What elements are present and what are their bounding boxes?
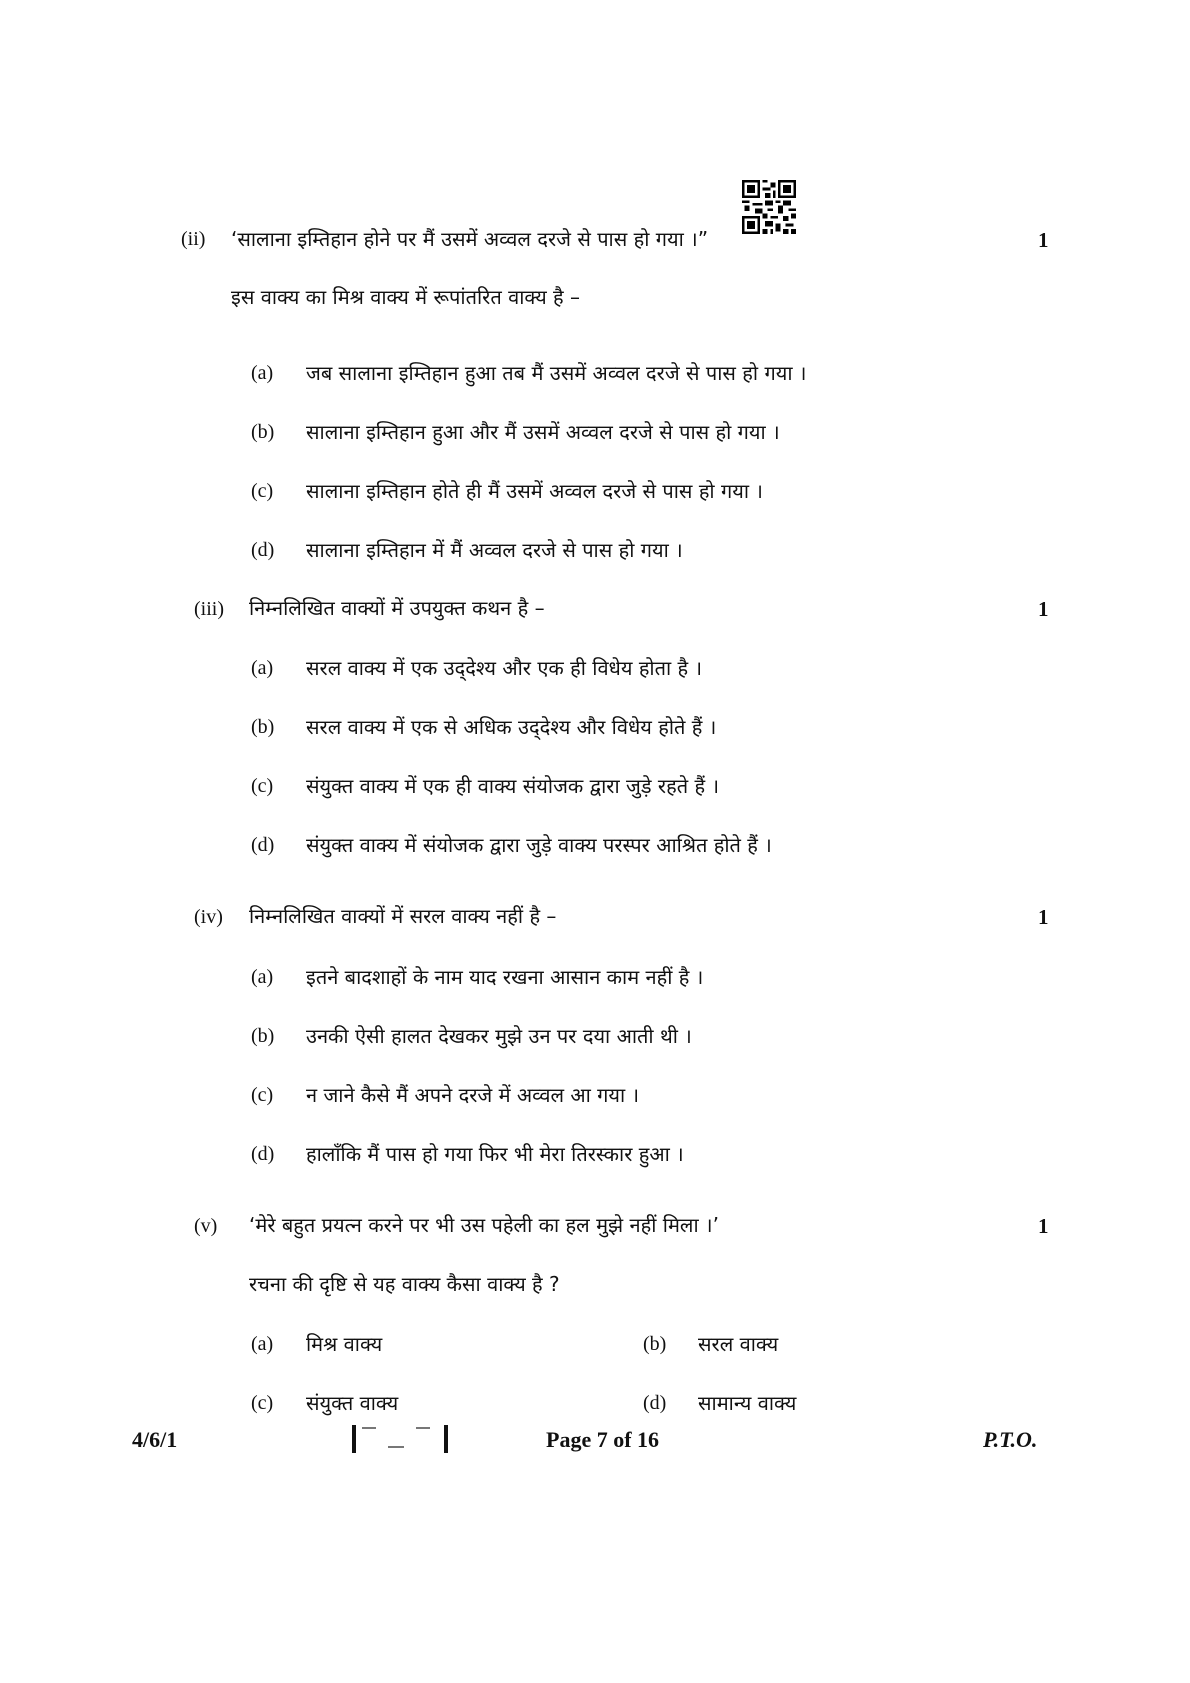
question-marks: 1 <box>1038 905 1049 929</box>
option-label: (d) <box>643 1392 667 1414</box>
option-label: (b) <box>251 421 275 443</box>
option-text: सरल वाक्य में एक उद्‌देश्य और एक ही विधेय होता है । <box>306 656 703 680</box>
question-marks: 1 <box>1038 228 1049 252</box>
question-number: (iii) <box>194 598 224 620</box>
question-number: (v) <box>194 1215 218 1237</box>
option-text: संयुक्त वाक्य <box>306 1391 399 1415</box>
option-text: हालाँकि मैं पास हो गया फिर भी मेरा तिरस्कार हुआ । <box>306 1142 684 1166</box>
option-text: सालाना इम्तिहान होते ही मैं उसमें अव्वल दरजे से पास हो गया । <box>306 479 763 503</box>
question-stem: निम्नलिखित वाक्यों में सरल वाक्य नहीं है – <box>249 904 557 928</box>
option-text: मिश्र वाक्य <box>306 1332 383 1356</box>
pto-label: P.T.O. <box>983 1427 1038 1452</box>
option-text: संयुक्त वाक्य में एक ही वाक्य संयोजक द्वारा जुड़े रहते हैं । <box>306 774 720 798</box>
option-label: (a) <box>251 966 274 988</box>
page-number: Page 7 of 16 <box>546 1427 660 1452</box>
option-text: सरल वाक्य में एक से अधिक उद्‌देश्य और विधेय होते हैं । <box>306 715 717 739</box>
option-text: सालाना इम्तिहान में मैं अव्वल दरजे से पास हो गया । <box>306 538 683 562</box>
option-label: (b) <box>643 1333 667 1355</box>
question-stem: ‘सालाना इम्तिहान होने पर मैं उसमें अव्वल दरजे से पास हो गया ।” <box>231 227 709 251</box>
option-label: (c) <box>251 480 274 502</box>
option-label: (a) <box>251 1333 274 1355</box>
option-label: (d) <box>251 539 275 561</box>
option-text: उनकी ऐसी हालत देखकर मुझे उन पर दया आती थी । <box>306 1024 692 1048</box>
option-label: (c) <box>251 775 274 797</box>
option-text: इतने बादशाहों के नाम याद रखना आसान काम नहीं है । <box>306 965 704 989</box>
option-text: सालाना इम्तिहान हुआ और मैं उसमें अव्वल दरजे से पास हो गया । <box>306 420 780 444</box>
question-sub-stem: रचना की दृष्टि से यह वाक्य कैसा वाक्य है ? <box>249 1272 560 1296</box>
option-label: (c) <box>251 1392 274 1414</box>
option-text: सरल वाक्य <box>698 1332 779 1356</box>
option-label: (d) <box>251 1143 275 1165</box>
option-text: संयुक्त वाक्य में संयोजक द्वारा जुड़े वाक्य परस्पर आश्रित होते हैं । <box>306 833 772 857</box>
option-label: (b) <box>251 1025 275 1047</box>
barcode-icon <box>352 1424 452 1454</box>
qr-code-icon <box>742 180 796 234</box>
question-stem: निम्नलिखित वाक्यों में उपयुक्त कथन है – <box>249 596 545 620</box>
option-text: न जाने कैसे मैं अपने दरजे में अव्वल आ गया । <box>306 1083 640 1107</box>
question-number: (iv) <box>194 906 223 928</box>
option-label: (b) <box>251 716 275 738</box>
option-label: (a) <box>251 657 274 679</box>
question-marks: 1 <box>1038 597 1049 621</box>
question-sub-stem: इस वाक्य का मिश्र वाक्य में रूपांतरित वाक्य है – <box>231 285 581 309</box>
option-text: सामान्य वाक्य <box>698 1391 797 1415</box>
question-marks: 1 <box>1038 1214 1049 1238</box>
question-number: (ii) <box>181 228 206 250</box>
option-label: (a) <box>251 362 274 384</box>
option-label: (c) <box>251 1084 274 1106</box>
question-stem: ‘मेरे बहुत प्रयत्न करने पर भी उस पहेली का हल मुझे नहीं मिला ।’ <box>249 1213 719 1237</box>
paper-code: 4/6/1 <box>132 1427 178 1452</box>
option-text: जब सालाना इम्तिहान हुआ तब मैं उसमें अव्वल दरजे से पास हो गया । <box>306 361 807 385</box>
option-label: (d) <box>251 834 275 856</box>
